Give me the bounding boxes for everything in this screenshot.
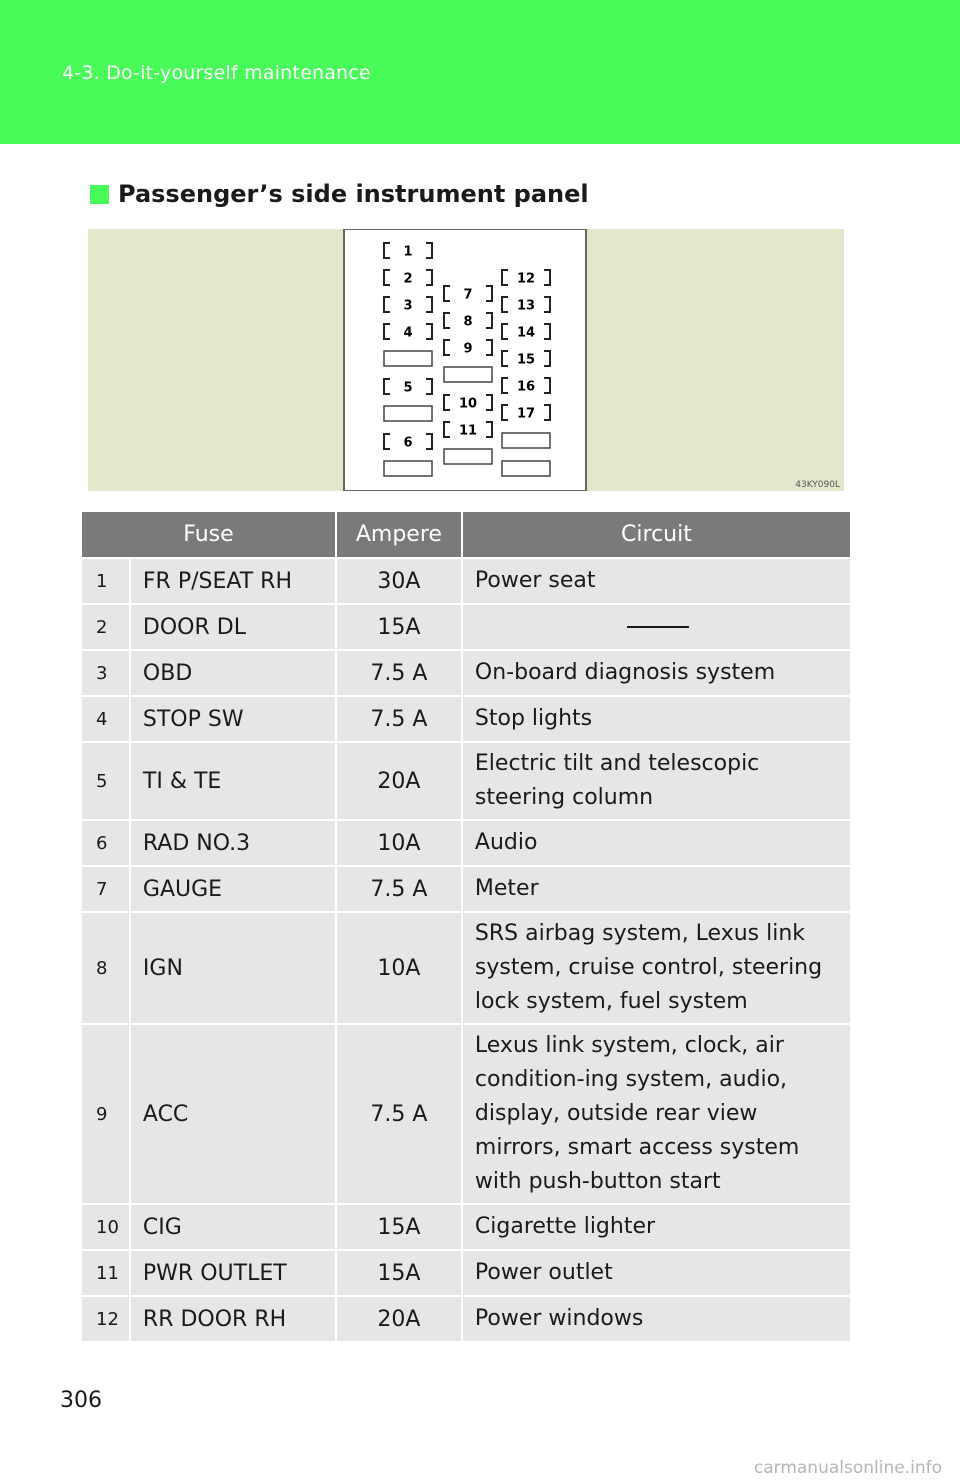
table-row: [82, 695, 850, 741]
fuse-table-body: [82, 557, 850, 1341]
fuse-slot-label: 6: [403, 435, 413, 451]
table-row: [82, 1295, 850, 1341]
circuit-description: Power outlet: [463, 1249, 850, 1295]
ampere-value: 15A: [337, 1249, 463, 1295]
fuse-slot-label: 17: [516, 406, 536, 422]
table-row: [82, 557, 850, 603]
fuse-number: 10: [82, 1203, 131, 1249]
fuse-name: IGN: [131, 911, 337, 1023]
ampere-value: 15A: [337, 603, 463, 649]
fuse-name: STOP SW: [131, 695, 337, 741]
table-row: [82, 1249, 850, 1295]
ampere-value: 30A: [337, 557, 463, 603]
fuse-slot-label: 9: [463, 341, 473, 357]
fuse-number: 2: [82, 603, 131, 649]
page-number: 306: [60, 1388, 102, 1413]
fuse-number: 8: [82, 911, 131, 1023]
page-header: [0, 0, 960, 144]
fuse-number: 4: [82, 695, 131, 741]
ampere-value: 7.5 A: [337, 865, 463, 911]
table-row: [82, 911, 850, 1023]
fuse-name: DOOR DL: [131, 603, 337, 649]
table-row: [82, 1203, 850, 1249]
fuse-number: 5: [82, 741, 131, 819]
fuse-slot-label: 1: [403, 244, 413, 260]
circuit-description: Electric tilt and telescopic steering column: [463, 741, 850, 819]
fuse-number: 6: [82, 819, 131, 865]
table-row: [82, 741, 850, 819]
circuit-description: Power seat: [463, 557, 850, 603]
bullet-square-icon: [90, 185, 109, 204]
header-circuit: Circuit: [463, 512, 850, 557]
fuse-number: 12: [82, 1295, 131, 1341]
footer-watermark: carmanualsonline.info: [753, 1458, 942, 1478]
table-row: [82, 603, 850, 649]
circuit-description: Audio: [463, 819, 850, 865]
fuse-box-diagram: [88, 229, 844, 491]
fuse-number: 11: [82, 1249, 131, 1295]
circuit-description: Stop lights: [463, 695, 850, 741]
table-row: [82, 865, 850, 911]
fuse-name: RR DOOR RH: [131, 1295, 337, 1341]
table-row: [82, 819, 850, 865]
fuse-slot-label: 4: [403, 325, 413, 341]
subheading: [90, 180, 589, 208]
ampere-value: 7.5 A: [337, 1023, 463, 1203]
header-ampere: Ampere: [337, 512, 463, 557]
ampere-value: 10A: [337, 911, 463, 1023]
ampere-value: 20A: [337, 741, 463, 819]
fuse-slot-label: 13: [516, 298, 536, 314]
fuse-name: OBD: [131, 649, 337, 695]
fuse-slot-label: 10: [458, 396, 478, 412]
fuse-table: [82, 512, 850, 1341]
fuse-slot-label: 11: [458, 423, 478, 439]
circuit-description: On-board diagnosis system: [463, 649, 850, 695]
fuse-number: 3: [82, 649, 131, 695]
fuse-number: 7: [82, 865, 131, 911]
fuse-slot-label: 3: [403, 298, 413, 314]
fuse-slot-label: 15: [516, 352, 536, 368]
circuit-description: Power windows: [463, 1295, 850, 1341]
header-fuse: Fuse: [82, 512, 337, 557]
fuse-slot-label: 16: [516, 379, 536, 395]
circuit-description: Lexus link system, clock, air condition-ing system, audio, display, outside rear view mirrors, smart access system with push-button start: [463, 1023, 850, 1203]
circuit-description: Meter: [463, 865, 850, 911]
fuse-name: ACC: [131, 1023, 337, 1203]
fuse-box-svg: [88, 229, 844, 491]
fuse-name: GAUGE: [131, 865, 337, 911]
circuit-description: Cigarette lighter: [463, 1203, 850, 1249]
table-row: [82, 649, 850, 695]
ampere-value: 7.5 A: [337, 695, 463, 741]
table-row: [82, 1023, 850, 1203]
section-title: 4-3. Do-it-yourself maintenance: [62, 62, 371, 84]
circuit-description: [463, 603, 850, 649]
fuse-slot-label: 5: [403, 380, 413, 396]
ampere-value: 20A: [337, 1295, 463, 1341]
ampere-value: 10A: [337, 819, 463, 865]
fuse-name: TI & TE: [131, 741, 337, 819]
fuse-name: FR P/SEAT RH: [131, 557, 337, 603]
subheading-text: Passenger’s side instrument panel: [118, 180, 589, 208]
fuse-slot-label: 7: [463, 287, 473, 303]
ampere-value: 15A: [337, 1203, 463, 1249]
fuse-number: 9: [82, 1023, 131, 1203]
fuse-name: RAD NO.3: [131, 819, 337, 865]
fuse-name: CIG: [131, 1203, 337, 1249]
fuse-slot-label: 8: [463, 314, 473, 330]
fuse-slot-label: 2: [403, 271, 413, 287]
no-circuit-dash: [627, 626, 689, 628]
diagram-code: 43KY090L: [795, 480, 840, 490]
fuse-number: 1: [82, 557, 131, 603]
fuse-slot-label: 12: [516, 271, 536, 287]
ampere-value: 7.5 A: [337, 649, 463, 695]
fuse-name: PWR OUTLET: [131, 1249, 337, 1295]
circuit-description: SRS airbag system, Lexus link system, cruise control, steering lock system, fuel system: [463, 911, 850, 1023]
fuse-slot-label: 14: [516, 325, 536, 341]
